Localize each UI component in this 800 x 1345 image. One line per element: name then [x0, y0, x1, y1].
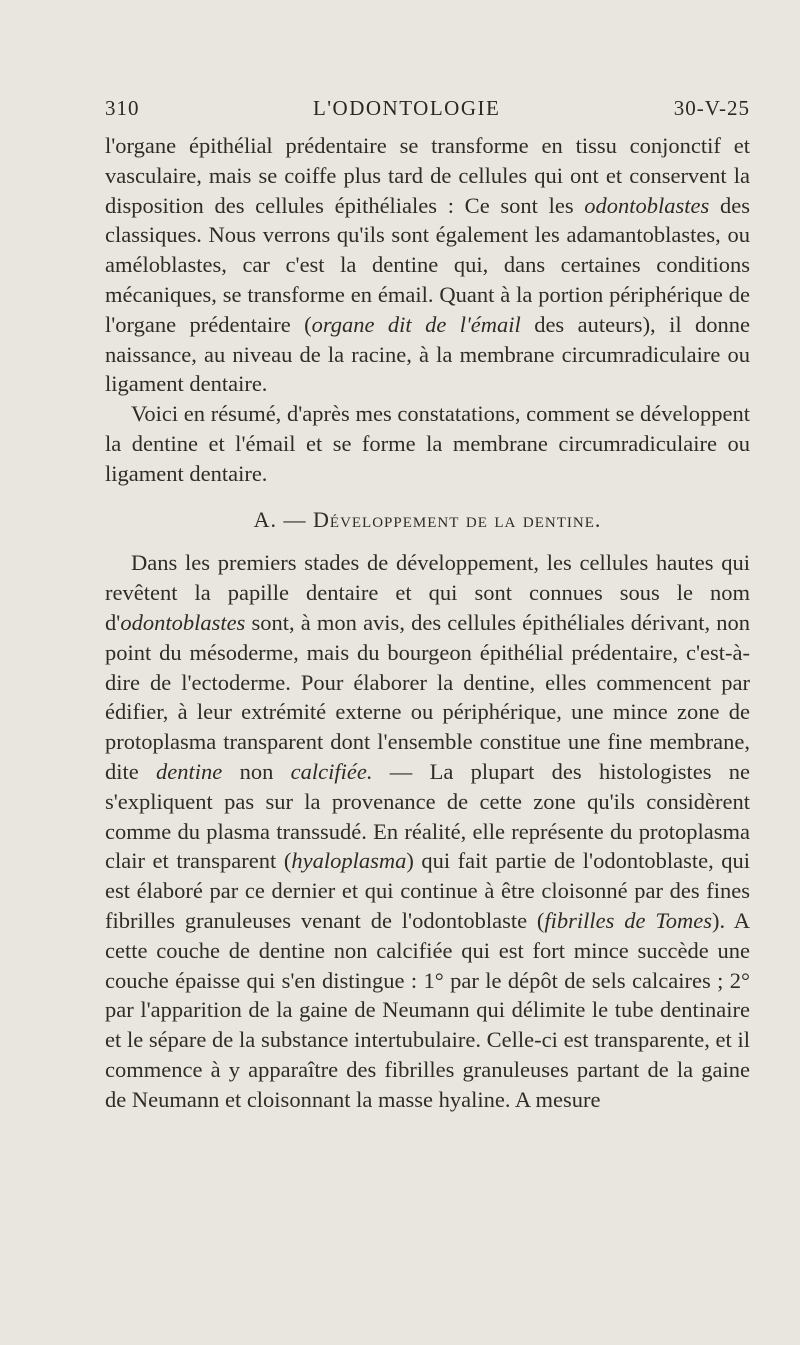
- issue-date: 30-V-25: [673, 96, 750, 120]
- text-span: ). A cette couche de dentine non calcifiée qui est fort mince succède une couche épaisse qui s'en distingue : 1° par le dépôt de sels calcaires ; 2° par l'apparition de la gaine de Neumann qui délimite le tube dentinaire et le sépare de la substance intertubulaire. Celle-ci est transparente, et il commence à y apparaître des fibrilles granuleuses partant de la gaine de Neumann et cloisonnant la masse hyaline. A mesure: [105, 907, 750, 1112]
- italic-term: organe dit de l'émail: [311, 311, 521, 337]
- italic-term: hyaloplasma: [291, 848, 407, 874]
- italic-term: dentine: [156, 758, 223, 784]
- page-number: 310: [105, 96, 140, 120]
- text-span: non: [222, 758, 291, 784]
- italic-term: calcifiée.: [290, 758, 373, 784]
- text-span: des auteurs), il donne naissance, au niveau de la racine, à la membrane circumradiculaire ou ligament dentaire.: [105, 311, 750, 397]
- running-header: [105, 96, 750, 121]
- journal-title: L'ODONTOLOGIE: [312, 96, 501, 120]
- italic-term: fibrilles de Tomes: [544, 907, 713, 933]
- italic-term: odontoblastes: [120, 609, 246, 635]
- text-span: des classiques. Nous verrons qu'ils sont également les adamantoblastes, ou améloblastes, car c'est la dentine qui, dans certaines conditions mécaniques, se transforme en émail. Quant à la portion périphérique de l'organe prédentaire (: [105, 192, 750, 337]
- paragraph-3: [105, 548, 750, 1114]
- text-span: Dans les premiers stades de développement, les cellules hautes qui revêtent la papille dentaire et qui sont connues sous le nom d': [105, 550, 750, 635]
- text-span: l'organe épithélial prédentaire se transforme en tissu conjonctif et vasculaire, mais se coiffe plus tard de cellules qui ont et conservent la disposition des cellules épithéliales : Ce sont les: [105, 133, 750, 218]
- paragraph-2: Voici en résumé, d'après mes constatations, comment se développent la dentine et l'émail et se forme la membrane circumradiculaire ou ligament dentaire.: [105, 401, 750, 486]
- text-span: sont, à mon avis, des cellules épithéliales dérivant, non point du mésoderme, mais du bourgeon épithélial prédentaire, c'est-à-dire de l'ectoderme. Pour élaborer la dentine, elles commencent par édifier, à leur extrémité externe ou périphérique, une mince zone de protoplasma transparent dont l'ensemble constitue une fine membrane, dite: [105, 609, 750, 784]
- section-heading: A. — Développement de la dentine.: [253, 506, 602, 532]
- body-text: [105, 131, 750, 1115]
- text-span: — La plupart des histologistes ne s'expliquent pas sur la provenance de cette zone qu'ils considèrent comme du plasma transsudé. En réalité, elle représente du protoplasma clair et transparent (: [105, 758, 750, 874]
- paragraph-1: [105, 131, 750, 399]
- italic-term: odontoblastes: [584, 192, 710, 218]
- text-span: ) qui fait partie de l'odontoblaste, qui est élaboré par ce dernier et qui continue à être cloisonné par des fines fibrilles granuleuses venant de l'odontoblaste (: [105, 848, 750, 933]
